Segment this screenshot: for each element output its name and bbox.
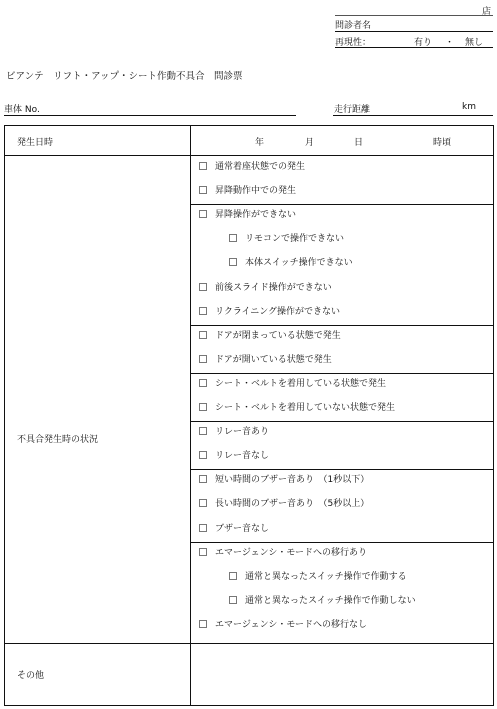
reproducibility-no[interactable]: 無し (465, 38, 484, 48)
interviewer-line (335, 31, 493, 32)
checkbox[interactable] (199, 451, 207, 459)
checklist-item-label: 昇降操作ができない (215, 210, 297, 221)
checkbox[interactable] (199, 403, 207, 411)
checklist-item-label: 通常着座状態での発生 (215, 162, 306, 172)
checklist-item-label: リモコンで操作できない (245, 234, 345, 245)
group-divider (190, 373, 494, 374)
checkbox[interactable] (199, 331, 207, 339)
checkbox[interactable] (199, 548, 207, 556)
checkbox[interactable] (229, 234, 237, 242)
checklist-item-label: 短い時間のブザー音あり （1秒以下） (215, 475, 370, 486)
checklist-item (199, 403, 395, 413)
store-suffix: 店 (482, 7, 492, 17)
mileage-unit: km (462, 102, 476, 112)
table-column-divider (190, 125, 191, 706)
page-title: ビアンテ リフト・アップ・シート作動不具合 問診票 (6, 71, 243, 82)
checklist-item-label: 通常と異なったスイッチ操作で作動しない (245, 595, 416, 606)
checklist-item-label: リクライニング操作ができない (215, 306, 341, 317)
checklist-item (199, 548, 367, 558)
checklist-item-label: 前後スライド操作ができない (215, 282, 332, 293)
reproducibility-dot: ・ (445, 38, 455, 48)
date-month: 月 (305, 138, 315, 148)
checkbox[interactable] (199, 210, 207, 218)
checklist-item (199, 307, 340, 317)
checklist-item-label: シート・ベルトを着用していない状態で発生 (215, 403, 396, 413)
checklist-item-label: 昇降動作中での発生 (215, 186, 297, 197)
checklist-item (199, 620, 367, 630)
checklist-item (229, 572, 407, 582)
checkbox[interactable] (229, 258, 237, 266)
checklist-item-label: 通常と異なったスイッチ操作で作動する (245, 571, 407, 582)
checklist-item (199, 475, 369, 485)
reproducibility-line (335, 47, 493, 48)
checklist-item-label: 長い時間のブザー音あり （5秒以上） (215, 499, 370, 510)
date-label: 発生日時 (17, 138, 54, 148)
checklist-item-label: リレー音あり (215, 427, 270, 438)
checkbox[interactable] (199, 186, 207, 194)
checklist-item (199, 355, 332, 365)
checklist-item (229, 234, 344, 244)
checkbox[interactable] (199, 355, 207, 363)
checklist-item (199, 331, 341, 341)
checklist-item-label: ブザー音なし (215, 523, 270, 534)
checklist-item (199, 186, 296, 196)
group-divider (190, 325, 494, 326)
other-row-divider (4, 643, 494, 644)
checkbox[interactable] (229, 596, 237, 604)
group-divider (190, 542, 494, 543)
other-label: その他 (17, 671, 45, 681)
checklist-item-label: ドアが開いている状態で発生 (215, 354, 332, 365)
checkbox[interactable] (199, 307, 207, 315)
group-divider (190, 469, 494, 470)
checklist-item (199, 427, 269, 437)
checkbox[interactable] (199, 379, 207, 387)
vehicle-no-line (4, 115, 296, 116)
checkbox[interactable] (199, 427, 207, 435)
checkbox[interactable] (199, 162, 207, 170)
mileage-line (333, 115, 493, 116)
checklist-item (199, 524, 269, 534)
checklist-item (199, 162, 305, 172)
checklist-item-label: シート・ベルトを着用している状態で発生 (215, 378, 387, 389)
checklist-item-label: エマージェンシ・モードへの移行あり (215, 547, 368, 558)
checklist-item-label: リレー音なし (215, 451, 270, 462)
group-divider (190, 421, 494, 422)
checkbox[interactable] (199, 524, 207, 532)
date-time: 時頃 (433, 138, 452, 148)
checkbox[interactable] (199, 499, 207, 507)
date-row-divider (4, 155, 494, 156)
checklist-item (199, 451, 269, 461)
store-line (335, 15, 493, 16)
checklist-item (229, 596, 416, 606)
checkbox[interactable] (199, 283, 207, 291)
checkbox[interactable] (199, 620, 207, 628)
reproducibility-label: 再現性： (335, 38, 372, 48)
checklist-item (199, 379, 386, 389)
group-divider (190, 204, 494, 205)
checkbox[interactable] (229, 572, 237, 580)
vehicle-no-label: 車体 No. (4, 105, 40, 115)
checklist-item (199, 283, 332, 293)
checklist-item (229, 258, 353, 268)
interviewer-label: 問診者名 (335, 21, 372, 31)
checklist-item (199, 210, 296, 220)
checklist-item (199, 499, 369, 509)
checklist-item-label: ドアが閉まっている状態で発生 (215, 330, 341, 341)
date-day: 日 (354, 138, 364, 148)
situation-label: 不具合発生時の状況 (17, 435, 99, 445)
reproducibility-yes[interactable]: 有り (414, 38, 433, 48)
checklist-item-label: エマージェンシ・モードへの移行なし (215, 619, 368, 630)
checkbox[interactable] (199, 475, 207, 483)
checklist-item-label: 本体スイッチ操作できない (245, 258, 353, 269)
date-year: 年 (255, 138, 265, 148)
mileage-label: 走行距離 (334, 105, 371, 115)
